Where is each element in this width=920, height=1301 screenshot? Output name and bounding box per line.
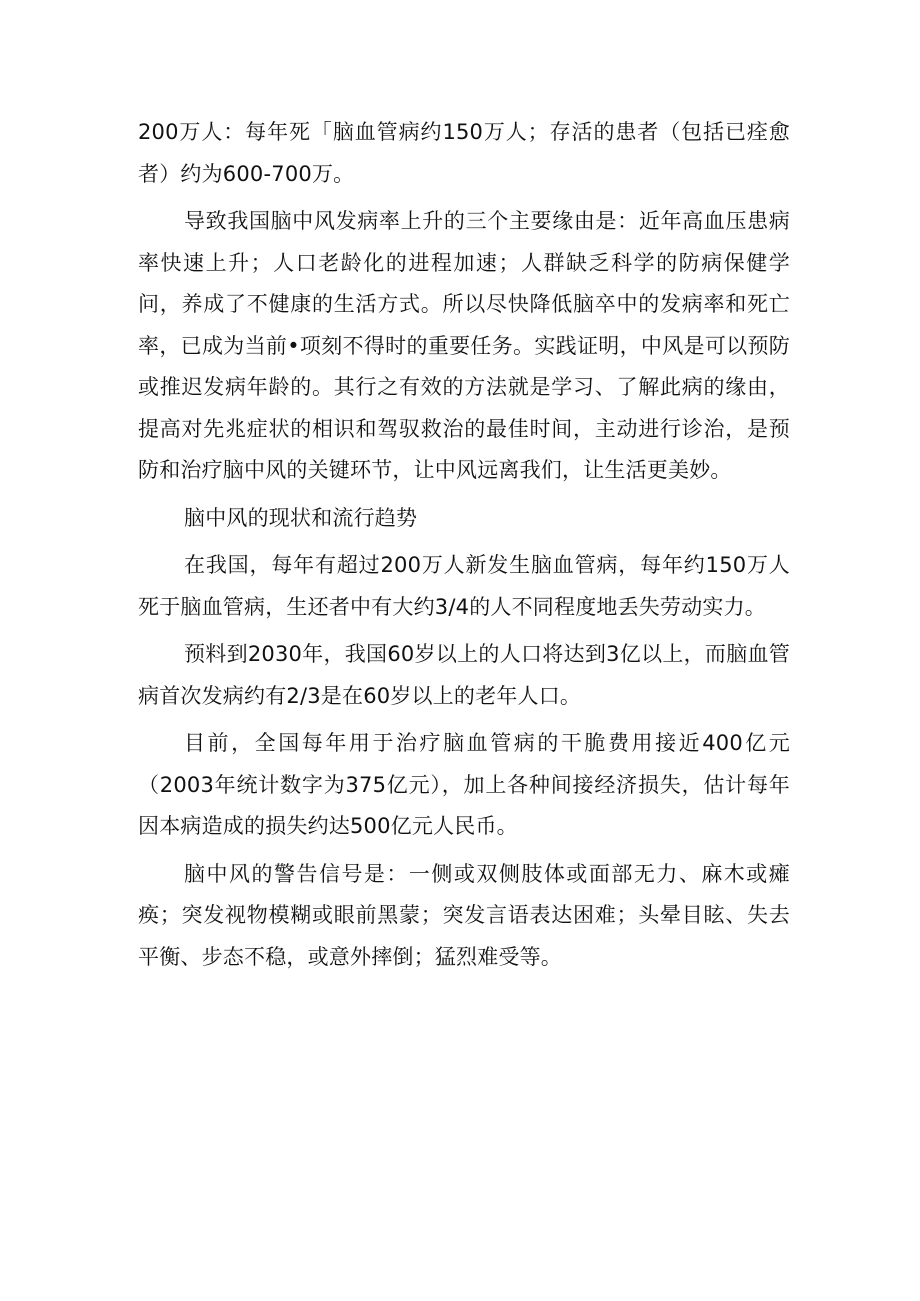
paragraph-continuation: 200万人：每年死「脑血管病约150万人；存活的患者（包括已痊愈者）约为600-700万。 xyxy=(138,120,791,186)
paragraph-incidence: 在我国，每年有超过200万人新发生脑血管病，每年约150万人死于脑血管病，生还者中有大约3/4的人不同程度地丢失劳动实力。 xyxy=(138,553,790,619)
paragraph-aging-forecast: 预料到2030年，我国60岁以上的人口将达到3亿以上，而脑血管病首次发病约有2/3是在60岁以上的老年人口。 xyxy=(138,642,790,708)
paragraph-cost: 目前，全国每年用于治疗脑血管病的干脆费用接近400亿元（2003年统计数字为375亿元），加上各种间接经济损失，估计每年因本病造成的损失约达500亿元人民币。 xyxy=(138,731,790,838)
document-body xyxy=(138,112,790,978)
section-heading: 脑中风的现状和流行趋势 xyxy=(184,505,418,530)
paragraph-warning-signs: 脑中风的警告信号是：一侧或双侧肢体或面部无力、麻木或瘫痪；突发视物模糊或眼前黑蒙；突发言语表达困难；头晕目眩、失去平衡、步态不稳，或意外摔倒；猛烈难受等。 xyxy=(138,861,790,969)
paragraph-causes: 导致我国脑中风发病率上升的三个主要缘由是：近年高血压患病率快速上升；人口老龄化的进程加速；人群缺乏科学的防病保健学问，养成了不健康的生活方式。所以尽快降低脑卒中的发病率和死亡率，已成为当前•项刻不得时的重要任务。实践证明，中风是可以预防或推迟发病年龄的。其行之有效的方法就是学习、了解此病的缘由，提高对先兆症状的相识和驾驭救治的最佳时间，主动进行诊治，是预防和治疗脑中风的关键环节，让中风远离我们，让生活更美妙。 xyxy=(138,209,790,482)
